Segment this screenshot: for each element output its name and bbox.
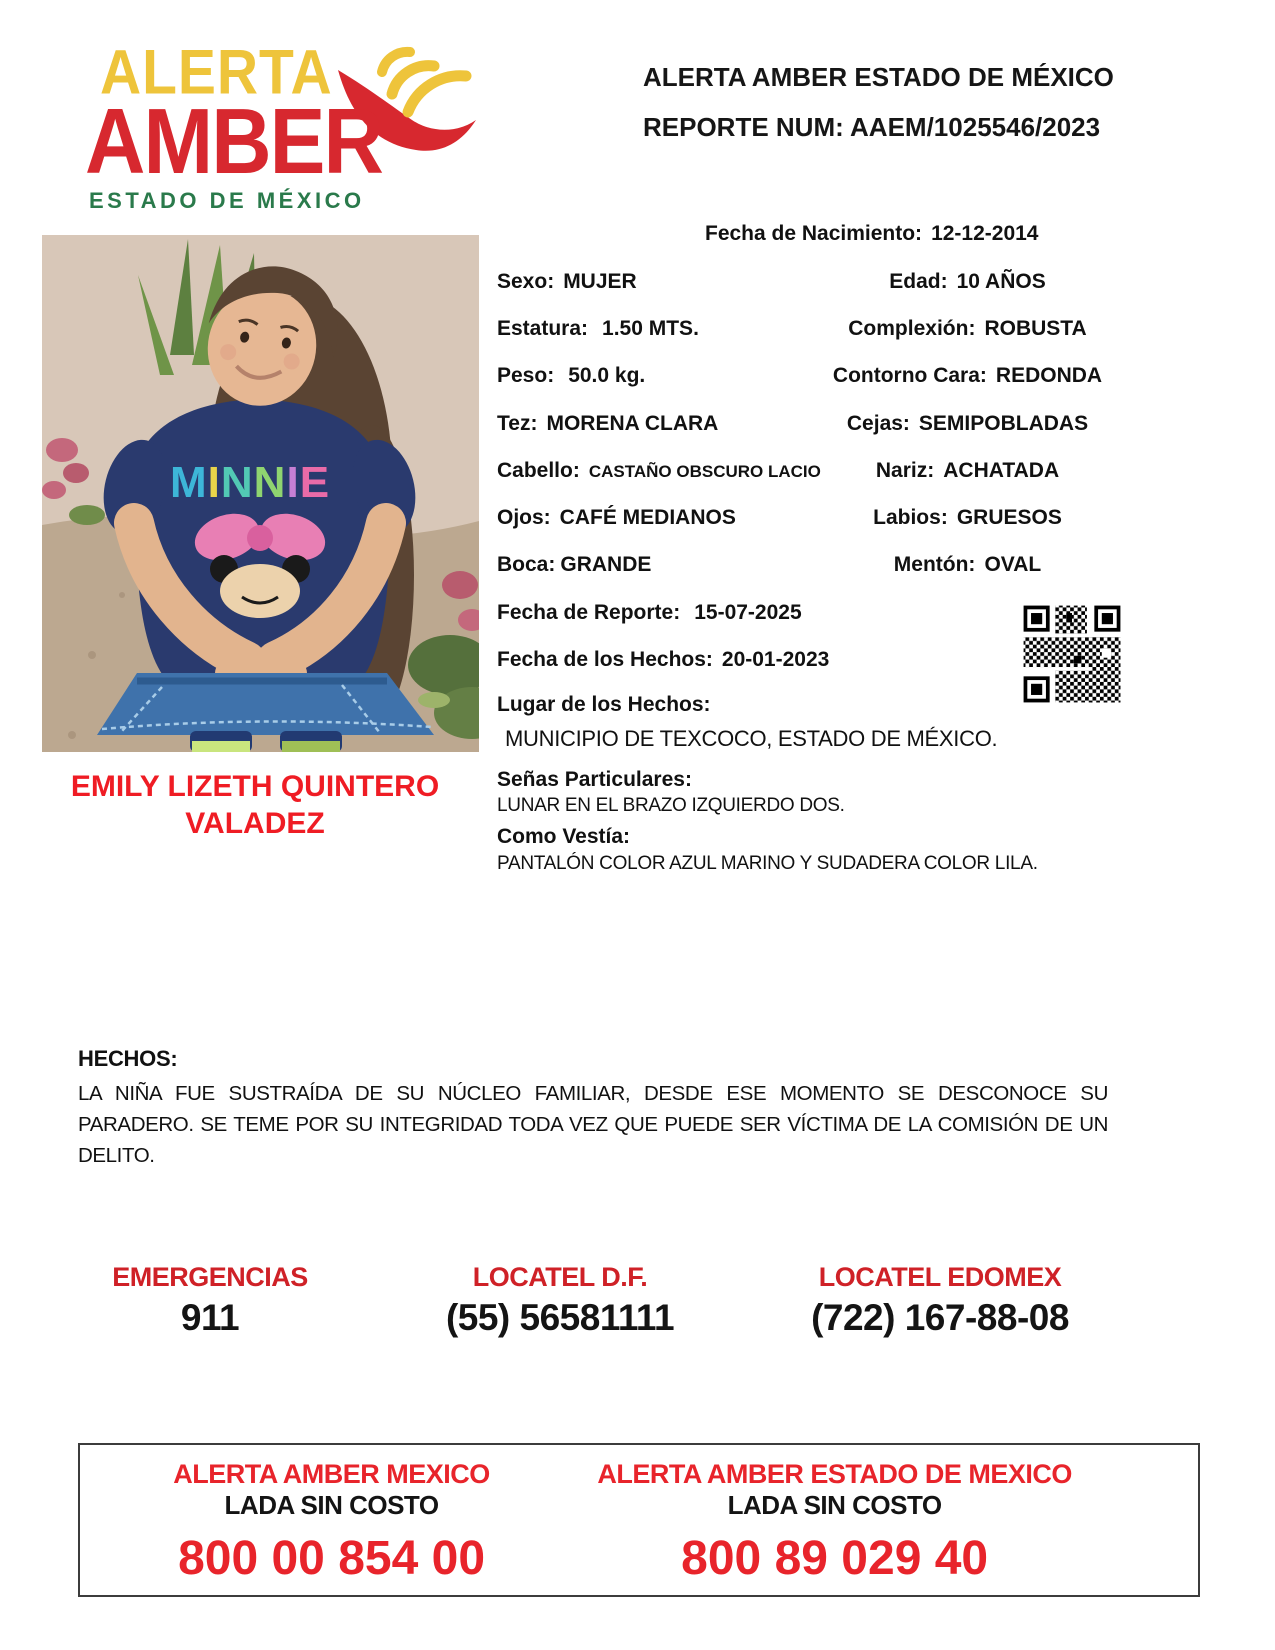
contact-emergencias-number: 911 bbox=[180, 1297, 240, 1338]
fecha-hechos-value: 20-01-2023 bbox=[721, 648, 830, 671]
qr-code bbox=[1018, 600, 1126, 708]
hechos-text: LA NIÑA FUE SUSTRAÍDA DE SU NÚCLEO FAMILIAR, DESDE ESE MOMENTO SE DESCONOCE SU PARADERO. SE TEME POR SU INTEGRIDAD TODA VEZ QUE PUEDE SER VÍCTIMA DE LA COMISIÓN DE UN DELITO. bbox=[78, 1082, 1108, 1167]
contorno-value: REDONDA bbox=[995, 364, 1103, 387]
labios-value: GRUESOS bbox=[956, 506, 1062, 529]
footer-amber-mexico-title: ALERTA AMBER MEXICO bbox=[173, 1459, 490, 1489]
nariz-value: ACHATADA bbox=[943, 459, 1060, 482]
footer-amber-edomex-subtitle: LADA SIN COSTO bbox=[727, 1490, 942, 1520]
estatura-value: 1.50 MTS. bbox=[602, 317, 699, 340]
ojos-label: Ojos: bbox=[497, 506, 551, 529]
boca-label: Boca: bbox=[497, 553, 556, 576]
peso-label: Peso: bbox=[497, 364, 555, 387]
header bbox=[643, 52, 1203, 152]
row-vestia bbox=[497, 825, 1165, 875]
contact-locatel-df bbox=[390, 1262, 730, 1339]
page-title: ALERTA AMBER ESTADO DE MÉXICO bbox=[643, 62, 1114, 92]
report-number: REPORTE NUM: AAEM/1025546/2023 bbox=[643, 112, 1101, 142]
edad-value: 10 AÑOS bbox=[956, 270, 1046, 293]
alerta-amber-logo bbox=[85, 36, 415, 216]
contact-locatel-edomex bbox=[760, 1262, 1120, 1339]
contorno-label: Contorno Cara: bbox=[832, 364, 987, 387]
tez-label: Tez: bbox=[497, 412, 538, 435]
logo-amber-text: AMBER bbox=[85, 89, 383, 193]
hechos-section bbox=[78, 1046, 1108, 1171]
contact-locatel-df-title: LOCATEL D.F. bbox=[472, 1262, 648, 1292]
senas-label: Señas Particulares: bbox=[497, 768, 692, 791]
cejas-label: Cejas: bbox=[846, 412, 910, 435]
hechos-label: HECHOS: bbox=[78, 1046, 178, 1071]
menton-value: OVAL bbox=[984, 553, 1042, 576]
svg-text:MINNIE: MINNIE bbox=[170, 458, 331, 507]
contact-locatel-edomex-number: (722) 167-88-08 bbox=[811, 1297, 1069, 1338]
fecha-reporte-label: Fecha de Reporte: bbox=[497, 601, 681, 624]
logo-estado-text: ESTADO DE MÉXICO bbox=[89, 188, 365, 213]
fecha-reporte-value: 15-07-2025 bbox=[694, 601, 802, 624]
senas-value: LUNAR EN EL BRAZO IZQUIERDO DOS. bbox=[497, 795, 845, 816]
footer-amber-mexico-number: 800 00 854 00 bbox=[178, 1532, 486, 1585]
footer-amber-mexico bbox=[80, 1445, 583, 1595]
logo-alerta-text: ALERTA bbox=[100, 37, 333, 108]
footer-amber-edomex-number: 800 89 029 40 bbox=[681, 1532, 989, 1585]
name-line-2: VALADEZ bbox=[185, 807, 325, 840]
lugar-value: MUNICIPIO DE TEXCOCO, ESTADO DE MÉXICO. bbox=[505, 726, 998, 751]
ojos-value: CAFÉ MEDIANOS bbox=[559, 506, 736, 529]
lada-sin-costo-box bbox=[78, 1443, 1200, 1597]
vestia-label: Como Vestía: bbox=[497, 825, 631, 848]
nacimiento-value: 12-12-2014 bbox=[931, 222, 1039, 245]
emergency-contacts bbox=[0, 1262, 1275, 1372]
missing-person-name bbox=[20, 768, 490, 842]
contact-emergencias bbox=[60, 1262, 360, 1339]
vestia-value: PANTALÓN COLOR AZUL MARINO Y SUDADERA COLOR LILA. bbox=[497, 853, 1038, 874]
footer-amber-mexico-subtitle: LADA SIN COSTO bbox=[224, 1490, 439, 1520]
sexo-label: Sexo: bbox=[497, 270, 555, 293]
cabello-label: Cabello: bbox=[497, 459, 580, 482]
menton-label: Mentón: bbox=[893, 553, 976, 576]
sexo-value: MUJER bbox=[563, 270, 637, 293]
footer-amber-edomex bbox=[583, 1445, 1086, 1595]
edad-label: Edad: bbox=[889, 270, 948, 293]
cejas-value: SEMIPOBLADAS bbox=[918, 412, 1089, 435]
nacimiento-label: Fecha de Nacimiento: bbox=[705, 222, 923, 245]
cabello-value: CASTAÑO OBSCURO LACIO bbox=[588, 462, 821, 481]
complexion-value: ROBUSTA bbox=[984, 317, 1087, 340]
footer-amber-edomex-title: ALERTA AMBER ESTADO DE MEXICO bbox=[597, 1459, 1072, 1489]
contact-locatel-edomex-title: LOCATEL EDOMEX bbox=[818, 1262, 1062, 1292]
person-details bbox=[497, 215, 1165, 895]
labios-label: Labios: bbox=[873, 506, 948, 529]
estatura-label: Estatura: bbox=[497, 317, 589, 340]
missing-person-photo bbox=[42, 235, 479, 752]
peso-value: 50.0 kg. bbox=[568, 364, 646, 387]
contact-locatel-df-number: (55) 56581111 bbox=[445, 1297, 675, 1338]
row-senas bbox=[497, 768, 1165, 817]
lugar-label: Lugar de los Hechos: bbox=[497, 693, 711, 716]
fecha-hechos-label: Fecha de los Hechos: bbox=[497, 648, 713, 671]
name-line-1: EMILY LIZETH QUINTERO bbox=[70, 770, 440, 803]
tez-value: MORENA CLARA bbox=[546, 412, 719, 435]
boca-value: GRANDE bbox=[560, 553, 652, 576]
contact-emergencias-title: EMERGENCIAS bbox=[112, 1262, 308, 1292]
complexion-label: Complexión: bbox=[848, 317, 976, 340]
footer-spacer bbox=[1086, 1445, 1198, 1595]
nariz-label: Nariz: bbox=[875, 459, 935, 482]
